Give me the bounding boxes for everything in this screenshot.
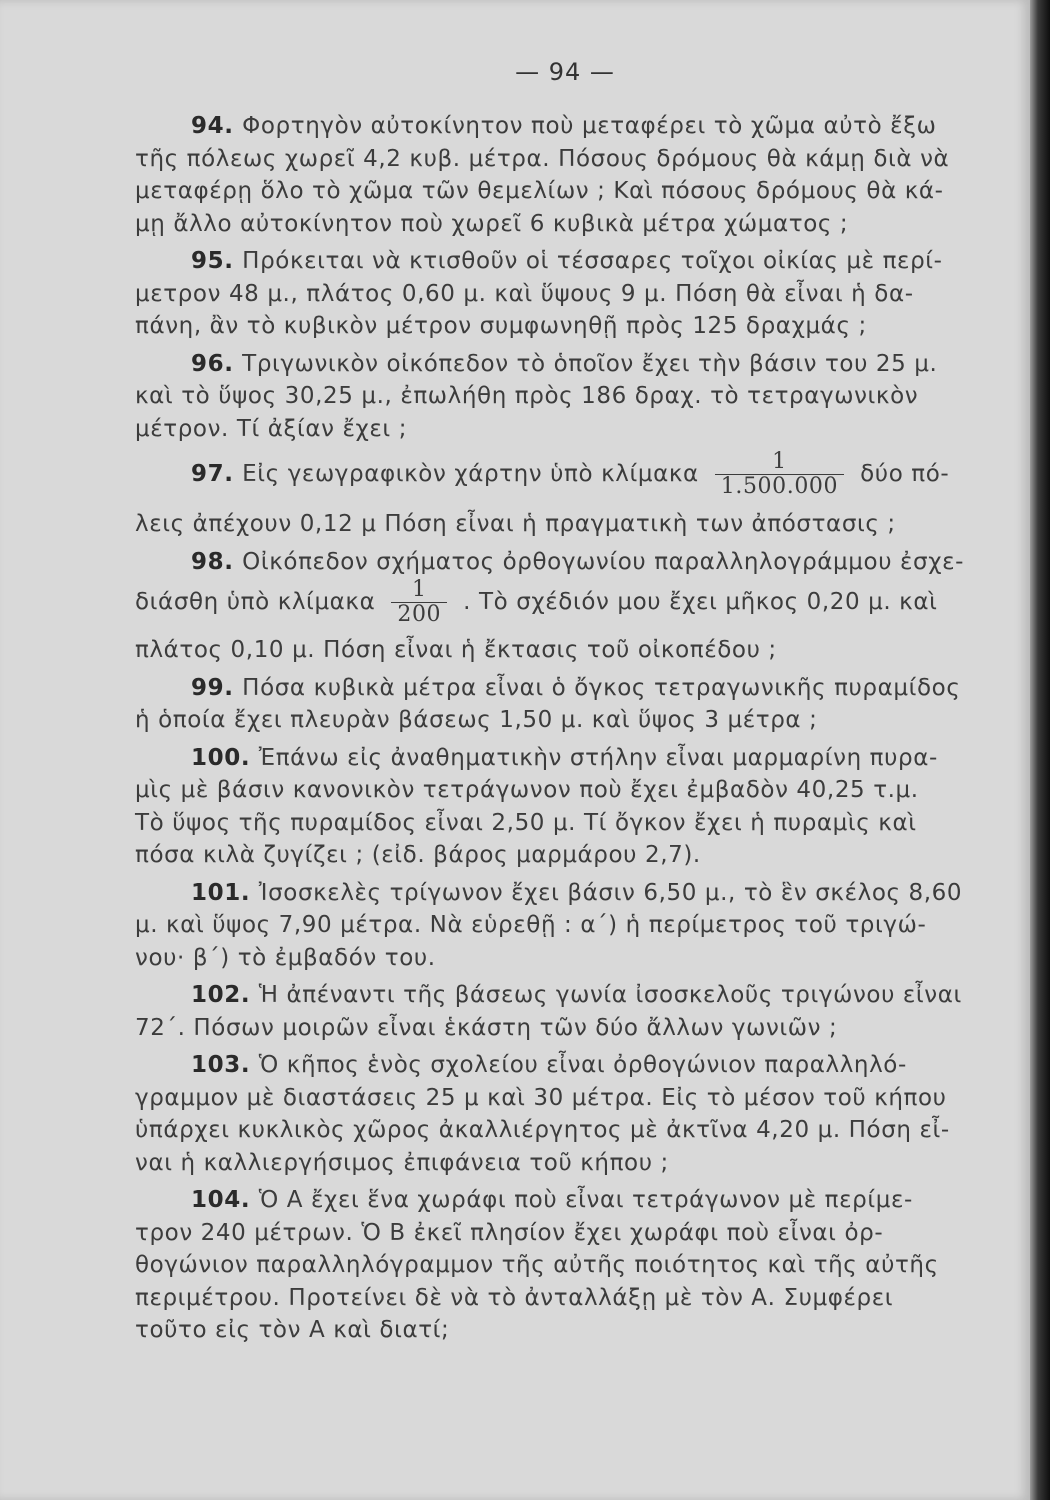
- problem-104: [135, 1184, 1025, 1347]
- number-dot: .: [224, 113, 243, 139]
- problem-line: μετρον 48 μ., πλάτος 0,60 μ. καὶ ὕψους 9 μ. Πόση θὰ εἶναι ἡ δα-: [135, 280, 914, 307]
- problem-100: [135, 742, 1025, 872]
- problem-line: θογώνιον παραλληλόγραμμον τῆς αὐτῆς ποιότητος καὶ τῆς αὐτῆς: [135, 1252, 939, 1278]
- problem-text: διάσθη ὑπὸ κλίμακα: [135, 589, 376, 615]
- problem-line: πλάτος 0,10 μ. Πόση εἶναι ἡ ἔκτασις τοῦ οἰκοπέδου ;: [135, 637, 777, 663]
- problem-line: μῃ ἄλλο αὐτοκίνητον ποὺ χωρεῖ 6 κυβικὰ μέτρα χώματος ;: [135, 210, 849, 237]
- problem-line: [135, 979, 1025, 1012]
- problem-line: [135, 245, 1025, 278]
- problem-line: [135, 1184, 1025, 1217]
- problem-list: [135, 110, 1025, 1347]
- problem-99: [135, 672, 1025, 737]
- problem-text: Ἐπάνω εἰς ἀναθηματικὴν στήλην εἶναι μαρμαρίνη πυρα-: [258, 744, 938, 771]
- problem-line: [135, 450, 1025, 508]
- problem-text: Εἰς γεωγραφικὸν χάρτην ὑπὸ κλίμακα: [242, 461, 699, 487]
- problem-line: [135, 1049, 1025, 1082]
- problem-98: [135, 546, 1025, 667]
- problem-96: [135, 348, 1025, 446]
- problem-line: [135, 546, 1025, 579]
- number-dot: .: [240, 879, 259, 906]
- problem-number: 94: [191, 113, 225, 139]
- problem-line: περιμέτρου. Προτείνει δὲ νὰ τὸ ἀνταλλάξῃ μὲ τὸν Α. Συμφέρει: [135, 1284, 894, 1311]
- problem-number: 96: [191, 350, 225, 377]
- problem-line: τοῦτο εἰς τὸν Α καὶ διατί;: [135, 1317, 450, 1343]
- problem-line: πόσα κιλὰ ζυγίζει ; (εἰδ. βάρος μαρμάρου 2,7).: [135, 842, 701, 868]
- problem-line: γραμμον μὲ διαστάσεις 25 μ καὶ 30 μέτρα. Εἰς τὸ μέσον τοῦ κήπου: [135, 1084, 947, 1111]
- number-dot: .: [240, 1052, 259, 1078]
- problem-line: μὶς μὲ βάσιν κανονικὸν τετράγωνον ποὺ ἔχει ἐμβαδὸν 40,25 τ.μ.: [135, 777, 919, 803]
- problem-line: μέτρον. Τί ἀξίαν ἔχει ;: [135, 415, 408, 442]
- problem-line: [135, 110, 1025, 143]
- problem-line: ἡ ὁποία ἔχει πλευρὰν βάσεως 1,50 μ. καὶ ὕψος 3 μέτρα ;: [135, 707, 818, 733]
- page-number: — 94 —: [515, 58, 615, 86]
- problem-101: [135, 877, 1025, 975]
- problem-number: 101: [191, 879, 241, 906]
- problem-line: [135, 877, 1025, 910]
- number-dot: .: [224, 461, 243, 487]
- problem-line: [135, 742, 1025, 775]
- problem-number: 104: [191, 1187, 241, 1213]
- number-dot: .: [240, 744, 259, 771]
- problem-number: 99: [191, 674, 225, 701]
- problem-text: . Τὸ σχέδιόν μου ἔχει μῆκος 0,20 μ. καὶ: [463, 589, 938, 615]
- problem-line: ναι ἡ καλλιεργήσιμος ἐπιφάνεια τοῦ κήπου ;: [135, 1149, 669, 1176]
- problem-text: Πόσα κυβικὰ μέτρα εἶναι ὁ ὄγκος τετραγωνικῆς πυραμίδος: [242, 674, 961, 701]
- problem-line: καὶ τὸ ὕψος 30,25 μ., ἐπωλήθη πρὸς 186 δραχ. τὸ τετραγωνικὸν: [135, 383, 919, 409]
- problem-102: [135, 979, 1025, 1044]
- number-dot: .: [224, 548, 243, 575]
- problem-97: [135, 450, 1025, 541]
- problem-line: [135, 348, 1025, 381]
- problem-number: 98: [191, 548, 225, 575]
- problem-line: νου· β΄) τὸ ἐμβαδόν του.: [135, 944, 436, 971]
- problem-line: 72΄. Πόσων μοιρῶν εἶναι ἑκάστη τῶν δύο ἄλλων γωνιῶν ;: [135, 1014, 838, 1041]
- problem-line: τῆς πόλεως χωρεῖ 4,2 κυβ. μέτρα. Πόσους δρόμους θὰ κάμῃ διὰ νὰ: [135, 145, 950, 172]
- problem-text: Τριγωνικὸν οἰκόπεδον τὸ ὁποῖον ἔχει τὴν βάσιν του 25 μ.: [242, 350, 938, 377]
- scale-fraction: [715, 450, 844, 499]
- problem-text: Οἰκόπεδον σχήματος ὀρθογωνίου παραλληλογράμμου ἐσχε-: [242, 548, 965, 575]
- problem-line: ὑπάρχει κυκλικὸς χῶρος ἀκαλλιέργητος μὲ ἀκτῖνα 4,20 μ. Πόση εἶ-: [135, 1117, 950, 1143]
- problem-line: λεις ἀπέχουν 0,12 μ Πόση εἶναι ἡ πραγματικὴ των ἀπόστασις ;: [135, 511, 896, 537]
- problem-text: Ἡ ἀπέναντι τῆς βάσεως γωνία ἰσοσκελοῦς τριγώνου εἶναι: [258, 982, 962, 1008]
- problem-text: Ὁ κῆπος ἑνὸς σχολείου εἶναι ὀρθογώνιον παραλληλό-: [258, 1052, 907, 1078]
- problem-number: 102: [191, 982, 241, 1008]
- problem-line: πάνη, ἂν τὸ κυβικὸν μέτρον συμφωνηθῇ πρὸς 125 δραχμάς ;: [135, 313, 867, 339]
- fraction-numerator: 1: [772, 449, 787, 474]
- problem-103: [135, 1049, 1025, 1179]
- problem-number: 95: [191, 248, 225, 274]
- problem-text: Πρόκειται νὰ κτισθοῦν οἱ τέσσαρες τοῖχοι οἰκίας μὲ περί-: [242, 248, 943, 274]
- fraction-denominator: 200: [391, 602, 447, 627]
- problem-line: [135, 672, 1025, 705]
- fraction-denominator: 1.500.000: [715, 474, 844, 499]
- problem-line: Τὸ ὕψος τῆς πυραμίδος εἶναι 2,50 μ. Τί ὄγκον ἔχει ἡ πυραμὶς καὶ: [135, 809, 917, 836]
- problem-line: [135, 578, 1025, 634]
- number-dot: .: [240, 982, 259, 1008]
- problem-number: 103: [191, 1052, 241, 1078]
- number-dot: .: [240, 1187, 259, 1213]
- problem-text: δύο πό-: [860, 461, 950, 487]
- number-dot: .: [224, 248, 243, 274]
- page-binding-edge: [1030, 0, 1050, 1500]
- problem-95: [135, 245, 1025, 343]
- problem-number: 100: [191, 744, 241, 771]
- number-dot: .: [224, 350, 243, 377]
- problem-text: Φορτηγὸν αὐτοκίνητον ποὺ μεταφέρει τὸ χῶμα αὐτὸ ἔξω: [242, 113, 937, 139]
- scale-fraction: [391, 578, 447, 627]
- problem-text: Ἰσοσκελὲς τρίγωνον ἔχει βάσιν 6,50 μ., τὸ ἓν σκέλος 8,60: [258, 879, 963, 906]
- problem-line: τρον 240 μέτρων. Ὁ Β ἐκεῖ πλησίον ἔχει χωράφι ποὺ εἶναι ὀρ-: [135, 1219, 884, 1246]
- problem-line: μ. καὶ ὕψος 7,90 μέτρα. Νὰ εὑρεθῇ : α΄) ἡ περίμετρος τοῦ τριγώ-: [135, 912, 927, 938]
- problem-94: [135, 110, 1025, 240]
- fraction-numerator: 1: [411, 577, 427, 602]
- problem-number: 97: [191, 461, 225, 487]
- problem-line: μεταφέρῃ ὅλο τὸ χῶμα τῶν θεμελίων ; Καὶ πόσους δρόμους θὰ κά-: [135, 178, 944, 204]
- problem-text: Ὁ Α ἔχει ἕνα χωράφι ποὺ εἶναι τετράγωνον μὲ περίμε-: [258, 1187, 913, 1213]
- number-dot: .: [224, 674, 243, 701]
